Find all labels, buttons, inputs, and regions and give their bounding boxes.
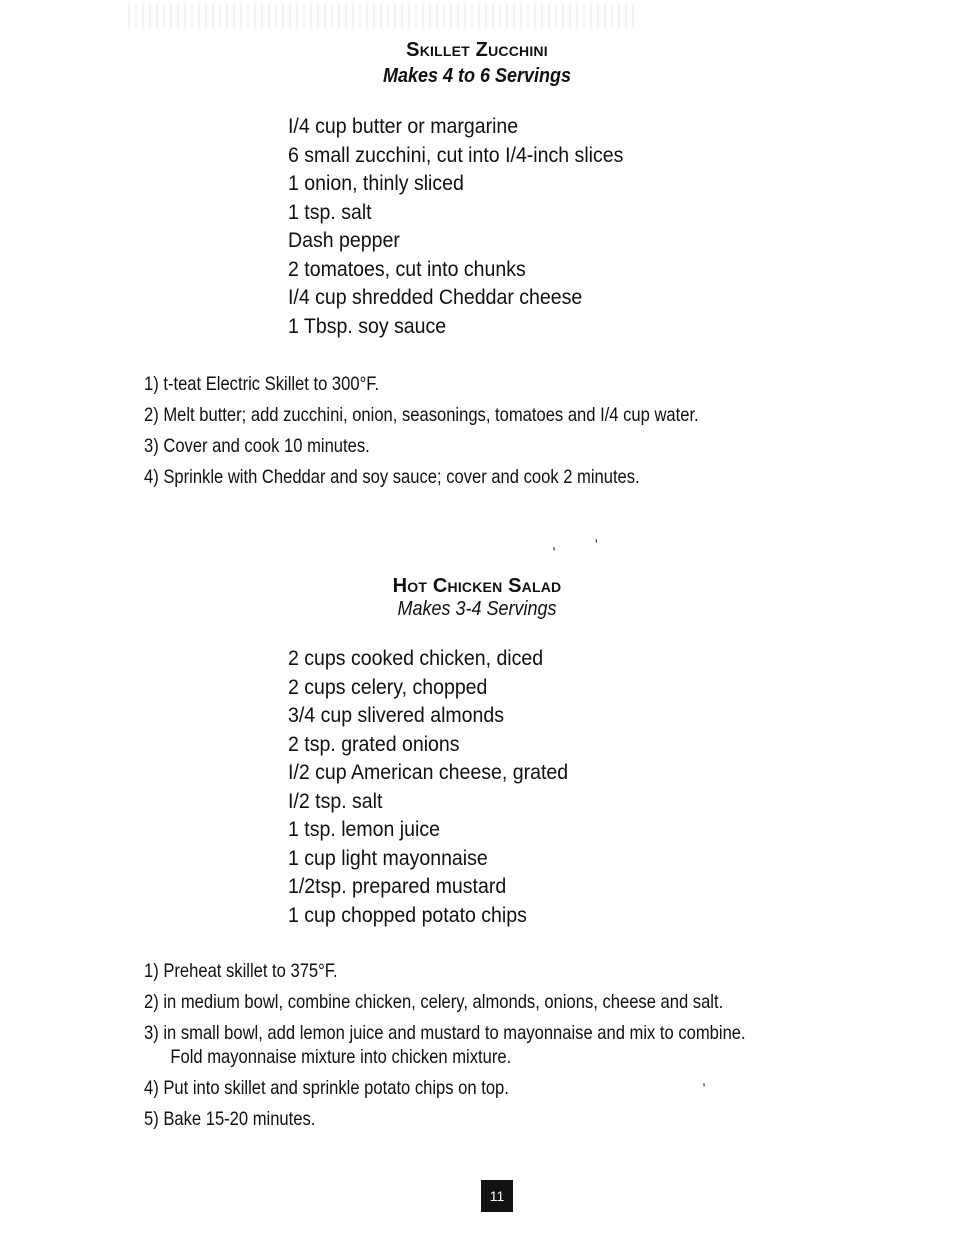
ingredient-item: 2 cups celery, chopped (288, 675, 488, 699)
step-item (144, 1021, 746, 1069)
ingredient-item: 3/4 cup slivered almonds (288, 704, 505, 727)
ingredient-item: I/4 cup shredded Cheddar cheese (288, 286, 583, 309)
step-item: 4) Sprinkle with Cheddar and soy sauce; cover and cook 2 minutes. (144, 466, 640, 488)
ingredient-item: 1 cup chopped potato chips (288, 903, 527, 927)
ingredient-item: 1 onion, thinly sliced (288, 172, 464, 195)
stray-mark: ' (595, 536, 598, 552)
ingredient-item: I/2 cup American cheese, grated (288, 761, 569, 784)
step-list (144, 372, 699, 496)
ingredient-item: 1 Tbsp. soy sauce (288, 314, 447, 338)
step-list (144, 959, 746, 1138)
ingredient-item: 1 tsp. salt (288, 200, 372, 224)
step-continuation: Fold mayonnaise mixture into chicken mixture. (170, 1046, 512, 1068)
step-item: 5) Bake 15-20 minutes. (144, 1108, 316, 1130)
ingredient-list (288, 645, 568, 930)
page-number: 11 (481, 1180, 513, 1212)
step-item: 1) t-teat Electric Skillet to 300°F. (144, 373, 380, 395)
ingredient-item: I/2 tsp. salt (288, 789, 383, 813)
step-item: 2) Melt butter; add zucchini, onion, seasonings, tomatoes and I/4 cup water. (144, 404, 699, 426)
recipe-title: Hot Chicken Salad (392, 575, 562, 597)
ingredient-list (288, 113, 623, 341)
ingredient-item: 1/2tsp. prepared mustard (288, 875, 507, 898)
stray-mark: , (702, 1072, 706, 1088)
scan-noise (128, 4, 636, 28)
recipe-servings: Makes 3-4 Servings (397, 598, 557, 620)
ingredient-item: 6 small zucchini, cut into I/4-inch slices (288, 143, 624, 167)
step-item: 4) Put into skillet and sprinkle potato chips on top. (144, 1077, 509, 1099)
ingredient-item: 2 tomatoes, cut into chunks (288, 257, 526, 281)
stray-mark: , (552, 536, 556, 552)
ingredient-item: 2 cups cooked chicken, diced (288, 647, 544, 670)
ingredient-item: I/4 cup butter or margarine (288, 115, 519, 138)
ingredient-item: 2 tsp. grated onions (288, 732, 460, 756)
recipe-title: Skillet Zucchini (406, 39, 548, 61)
recipe-servings: Makes 4 to 6 Servings (382, 65, 572, 87)
step-item: 1) Preheat skillet to 375°F. (144, 960, 338, 982)
ingredient-item: 1 cup light mayonnaise (288, 846, 488, 870)
ingredient-item: Dash pepper (288, 229, 400, 252)
step-item: 3) Cover and cook 10 minutes. (144, 435, 370, 457)
step-item: 2) in medium bowl, combine chicken, celery, almonds, onions, cheese and salt. (144, 991, 724, 1013)
ingredient-item: 1 tsp. lemon juice (288, 818, 440, 841)
step-text: 3) in small bowl, add lemon juice and mustard to mayonnaise and mix to combine. (144, 1022, 746, 1044)
